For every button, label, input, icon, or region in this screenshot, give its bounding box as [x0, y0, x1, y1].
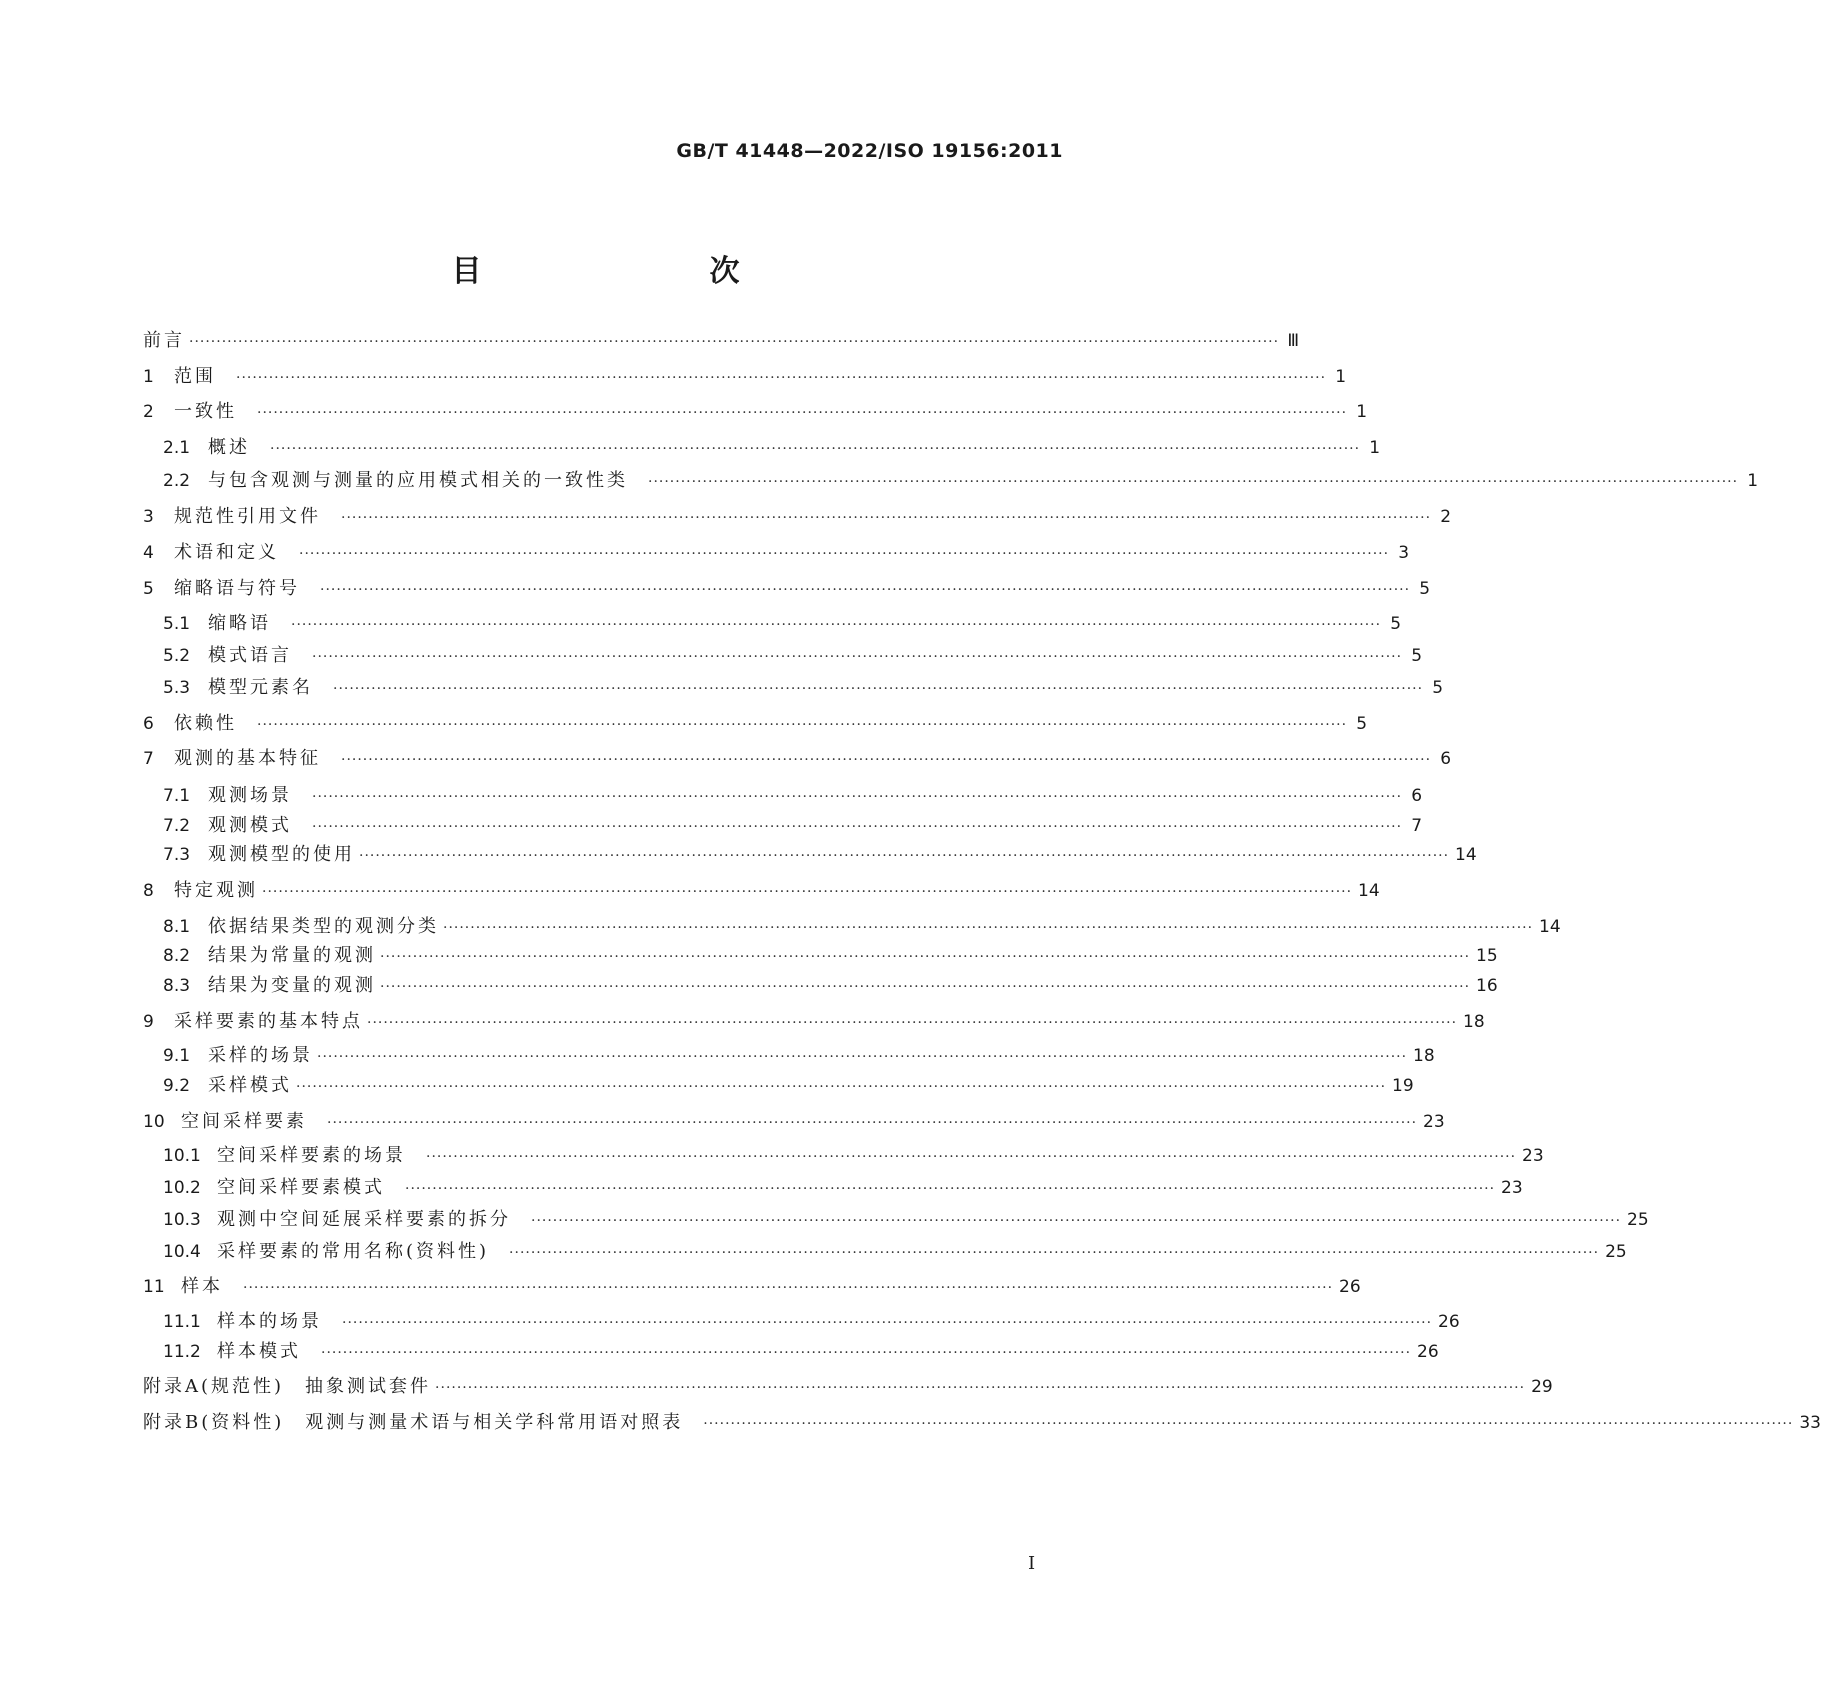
toc-entry-title: 模型元素名 — [208, 677, 313, 698]
toc-entry-page: 16 — [1476, 976, 1498, 996]
toc-leader-dots: ········································································································································································································ — [320, 582, 1411, 598]
toc-entry[interactable] — [163, 1309, 1460, 1335]
toc-leader-dots: ········································································································································································································ — [509, 1245, 1600, 1261]
toc-entry-title: 采样要素的基本特点 — [174, 1011, 363, 1032]
toc-entry-title: 缩略语与符号 — [174, 578, 300, 599]
toc-leader-dots: ········································································································································································································ — [312, 819, 1403, 835]
toc-entry-title: 与包含观测与测量的应用模式相关的一致性类 — [208, 470, 628, 491]
toc-entry[interactable] — [163, 973, 1498, 999]
toc-entry-title: 样本模式 — [217, 1341, 301, 1362]
toc-entry-page: 19 — [1392, 1076, 1414, 1096]
toc-entry[interactable] — [143, 1410, 1821, 1436]
toc-entry-number: 2.2 — [163, 471, 191, 491]
toc-entry-number: 7.3 — [163, 845, 191, 865]
toc-entry-title: 采样要素的常用名称(资料性) — [217, 1241, 490, 1262]
toc-leader-dots: ········································································································································································································ — [312, 789, 1403, 805]
toc-entry-page: 26 — [1339, 1277, 1361, 1297]
toc-entry-title: 观测中空间延展采样要素的拆分 — [217, 1209, 511, 1230]
toc-leader-dots: ········································································································································································································ — [327, 1115, 1418, 1131]
toc-entry-number: 7.2 — [163, 816, 191, 836]
toc-entry-page: 5 — [1411, 646, 1423, 666]
toc-entry-page: 5 — [1356, 714, 1368, 734]
toc-entry-page: 1 — [1747, 471, 1759, 491]
toc-entry-title: 空间采样要素模式 — [217, 1177, 385, 1198]
toc-entry-number: 9 — [143, 1012, 154, 1032]
standard-number-header: GB/T 41448—2022/ISO 19156:2011 — [676, 140, 1063, 162]
toc-entry[interactable] — [143, 576, 1431, 602]
toc-entry-title: 特定观测 — [174, 880, 258, 901]
toc-entry-title: 空间采样要素 — [181, 1111, 307, 1132]
toc-entry-page: 1 — [1356, 402, 1368, 422]
toc-entry-title: 概述 — [208, 437, 250, 458]
toc-leader-dots: ········································································································································································································ — [291, 617, 1382, 633]
toc-entry[interactable] — [163, 1073, 1414, 1099]
toc-entry-page: 18 — [1463, 1012, 1485, 1032]
toc-entry[interactable] — [163, 1043, 1435, 1069]
toc-entry-title: 观测场景 — [208, 785, 292, 806]
toc-entry[interactable] — [163, 643, 1423, 669]
toc-entry-title: 观测模型的使用 — [208, 844, 355, 865]
toc-entry-number: 9.2 — [163, 1076, 191, 1096]
toc-entry-title: 依据结果类型的观测分类 — [208, 916, 439, 937]
toc-entry-title: 附录B(资料性) 观测与测量术语与相关学科常用语对照表 — [143, 1412, 684, 1433]
toc-entry-title: 采样的场景 — [208, 1045, 313, 1066]
toc-entry[interactable] — [163, 1143, 1544, 1169]
toc-entry-number: 7 — [143, 749, 154, 769]
toc-entry-number: 10.2 — [163, 1178, 201, 1198]
toc-entry-title: 规范性引用文件 — [174, 506, 321, 527]
toc-entry-title: 附录A(规范性) 抽象测试套件 — [143, 1376, 432, 1397]
toc-entry-page: Ⅲ — [1287, 331, 1300, 351]
toc-entry[interactable] — [163, 675, 1444, 701]
toc-entry-page: 29 — [1531, 1377, 1553, 1397]
toc-leader-dots: ········································································································································································································ — [380, 979, 1471, 995]
toc-entry-page: 14 — [1358, 881, 1380, 901]
toc-entry-page: 2 — [1440, 507, 1452, 527]
toc-entry[interactable] — [143, 878, 1380, 904]
toc-entry[interactable] — [163, 611, 1402, 637]
toc-entry-number: 11.2 — [163, 1342, 201, 1362]
toc-leader-dots: ········································································································································································································ — [426, 1149, 1517, 1165]
toc-entry-page: 5 — [1390, 614, 1402, 634]
page-number: I — [1028, 1553, 1036, 1574]
toc-entry-page: 3 — [1398, 543, 1410, 563]
toc-entry-number: 1 — [143, 367, 154, 387]
toc-entry[interactable] — [143, 504, 1452, 530]
toc-leader-dots: ········································································································································································································ — [317, 1049, 1408, 1065]
toc-leader-dots: ········································································································································································································ — [189, 334, 1280, 350]
toc-entry-number: 8 — [143, 881, 154, 901]
toc-entry[interactable] — [143, 399, 1368, 425]
toc-entry[interactable] — [143, 711, 1368, 737]
toc-entry-title: 样本 — [181, 1276, 223, 1297]
toc-leader-dots: ········································································································································································································ — [531, 1213, 1622, 1229]
toc-leader-dots: ········································································································································································································ — [321, 1345, 1412, 1361]
toc-entry-number: 8.2 — [163, 946, 191, 966]
toc-entry-number: 3 — [143, 507, 154, 527]
toc-leader-dots: ········································································································································································································ — [342, 1315, 1433, 1331]
toc-leader-dots: ········································································································································································································ — [257, 717, 1348, 733]
toc-entry[interactable] — [163, 1207, 1649, 1233]
toc-leader-dots: ········································································································································································································ — [270, 441, 1361, 457]
toc-entry-page: 6 — [1411, 786, 1423, 806]
toc-entry[interactable] — [163, 783, 1423, 809]
toc-entry-page: 23 — [1423, 1112, 1445, 1132]
toc-entry-number: 5.1 — [163, 614, 191, 634]
toc-entry-title: 一致性 — [174, 401, 237, 422]
toc-entry-page: 25 — [1627, 1210, 1649, 1230]
toc-entry-page: 1 — [1335, 367, 1347, 387]
toc-entry[interactable] — [163, 435, 1381, 461]
toc-entry-number: 7.1 — [163, 786, 191, 806]
toc-leader-dots: ········································································································································································································ — [648, 474, 1739, 490]
toc-entry-number: 5.2 — [163, 646, 191, 666]
toc-entry[interactable] — [143, 1274, 1361, 1300]
toc-leader-dots: ········································································································································································································ — [262, 884, 1353, 900]
toc-leader-dots: ········································································································································································································ — [703, 1416, 1794, 1432]
toc-entry[interactable] — [143, 1009, 1485, 1035]
toc-leader-dots: ········································································································································································································ — [341, 752, 1432, 768]
toc-entry-title: 模式语言 — [208, 645, 292, 666]
toc-entry-page: 25 — [1605, 1242, 1627, 1262]
toc-leader-dots: ········································································································································································································ — [435, 1380, 1526, 1396]
toc-entry-title: 依赖性 — [174, 713, 237, 734]
toc-entry[interactable] — [163, 914, 1561, 940]
toc-entry[interactable] — [163, 1339, 1439, 1365]
toc-leader-dots: ········································································································································································································ — [243, 1280, 1334, 1296]
toc-entry-number: 10 — [143, 1112, 165, 1132]
toc-entry-page: 5 — [1419, 579, 1431, 599]
toc-entry[interactable] — [143, 746, 1452, 772]
toc-entry[interactable] — [163, 842, 1477, 868]
toc-entry-page: 5 — [1432, 678, 1444, 698]
toc-leader-dots: ········································································································································································································ — [405, 1181, 1496, 1197]
toc-entry-number: 11.1 — [163, 1312, 201, 1332]
toc-entry-page: 23 — [1501, 1178, 1523, 1198]
toc-entry-title: 前言 — [143, 330, 185, 351]
toc-entry-page: 33 — [1799, 1413, 1821, 1433]
toc-entry-number: 10.3 — [163, 1210, 201, 1230]
toc-entry-number: 5.3 — [163, 678, 191, 698]
toc-entry-title: 观测模式 — [208, 815, 292, 836]
toc-entry-number: 9.1 — [163, 1046, 191, 1066]
toc-entry[interactable] — [163, 813, 1423, 839]
toc-entry-number: 2.1 — [163, 438, 191, 458]
toc-entry[interactable] — [163, 468, 1759, 494]
toc-entry-number: 6 — [143, 714, 154, 734]
toc-entry-number: 4 — [143, 543, 154, 563]
toc-entry[interactable] — [163, 1239, 1627, 1265]
toc-entry-page: 15 — [1476, 946, 1498, 966]
toc-leader-dots: ········································································································································································································ — [359, 848, 1450, 864]
toc-entry-page: 6 — [1440, 749, 1452, 769]
toc-entry-number: 10.1 — [163, 1146, 201, 1166]
toc-entry-page: 1 — [1369, 438, 1381, 458]
toc-leader-dots: ········································································································································································································ — [236, 370, 1327, 386]
toc-entry-number: 8.1 — [163, 917, 191, 937]
toc-entry-number: 11 — [143, 1277, 165, 1297]
toc-leader-dots: ········································································································································································································ — [312, 649, 1403, 665]
toc-entry-title: 缩略语 — [208, 613, 271, 634]
toc-entry-page: 18 — [1413, 1046, 1435, 1066]
toc-title: 目 次 — [451, 254, 796, 289]
toc-entry[interactable] — [163, 943, 1498, 969]
toc-entry-number: 10.4 — [163, 1242, 201, 1262]
toc-leader-dots: ········································································································································································································ — [333, 681, 1424, 697]
toc-leader-dots: ········································································································································································································ — [341, 510, 1432, 526]
toc-entry[interactable] — [163, 1175, 1523, 1201]
toc-entry-number: 8.3 — [163, 976, 191, 996]
toc-entry-title: 空间采样要素的场景 — [217, 1145, 406, 1166]
toc-entry-page: 7 — [1411, 816, 1423, 836]
toc-entry-page: 14 — [1455, 845, 1477, 865]
toc-entry-number: 5 — [143, 579, 154, 599]
toc-entry[interactable] — [143, 1109, 1445, 1135]
toc-leader-dots: ········································································································································································································ — [367, 1015, 1458, 1031]
toc-entry-page: 26 — [1438, 1312, 1460, 1332]
toc-entry-page: 14 — [1539, 917, 1561, 937]
toc-entry-title: 结果为变量的观测 — [208, 975, 376, 996]
toc-leader-dots: ········································································································································································································ — [380, 949, 1471, 965]
toc-entry-number: 2 — [143, 402, 154, 422]
toc-entry[interactable] — [143, 364, 1347, 390]
toc-entry-title: 观测的基本特征 — [174, 748, 321, 769]
toc-entry-title: 术语和定义 — [174, 542, 279, 563]
toc-entry-title: 结果为常量的观测 — [208, 945, 376, 966]
toc-entry[interactable] — [143, 1374, 1553, 1400]
toc-leader-dots: ········································································································································································································ — [299, 546, 1390, 562]
toc-entry-page: 26 — [1417, 1342, 1439, 1362]
toc-entry-title: 样本的场景 — [217, 1311, 322, 1332]
toc-entry[interactable] — [143, 328, 1300, 354]
toc-entry-title: 采样模式 — [208, 1075, 292, 1096]
toc-leader-dots: ········································································································································································································ — [257, 405, 1348, 421]
toc-entry-page: 23 — [1522, 1146, 1544, 1166]
toc-entry[interactable] — [143, 540, 1410, 566]
toc-leader-dots: ········································································································································································································ — [443, 920, 1534, 936]
toc-leader-dots: ········································································································································································································ — [296, 1079, 1387, 1095]
toc-entry-title: 范围 — [174, 366, 216, 387]
